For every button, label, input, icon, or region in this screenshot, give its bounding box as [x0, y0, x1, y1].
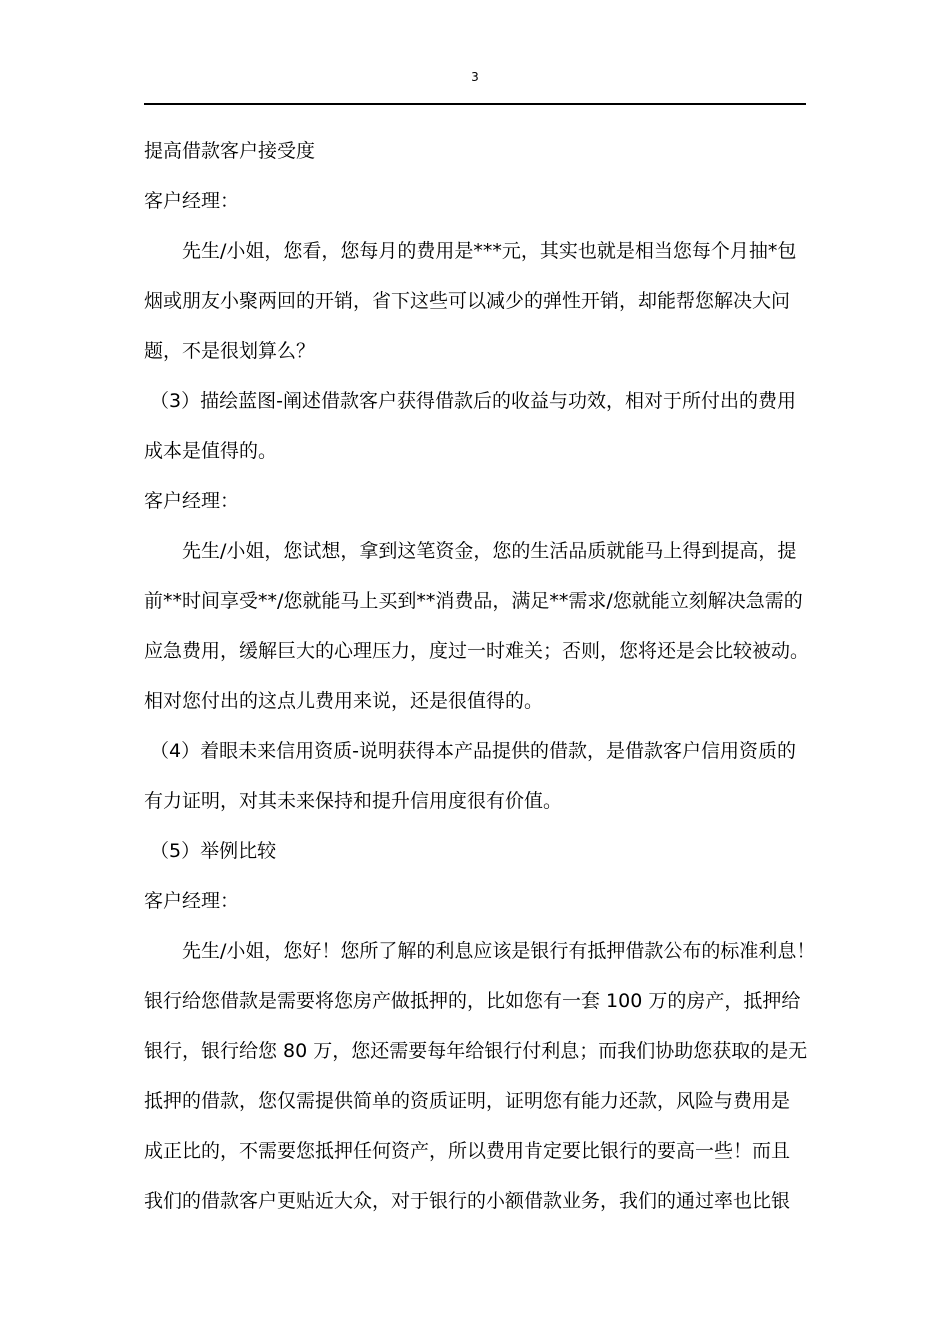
paragraph-line: 前**时间享受**/您就能马上买到**消费品，满足**需求/您就能立刻解决急需的: [144, 590, 803, 612]
numbered-item-3: （3）描绘蓝图-阐述借款客户获得借款后的收益与功效，相对于所付出的费用: [150, 390, 796, 412]
paragraph-line: 成正比的，不需要您抵押任何资产，所以费用肯定要比银行的要高一些！而且: [144, 1140, 791, 1162]
paragraph-line: 题，不是很划算么？: [144, 340, 316, 362]
paragraph-line: 应急费用，缓解巨大的心理压力，度过一时难关；否则，您将还是会比较被动。: [144, 640, 810, 662]
paragraph-line: 先生/小姐，您试想，拿到这笔资金，您的生活品质就能马上得到提高，提: [182, 540, 797, 562]
paragraph-line: 银行，银行给您 80 万，您还需要每年给银行付利息；而我们协助您获取的是无: [144, 1040, 808, 1062]
paragraph-line: 银行给您借款是需要将您房产做抵押的，比如您有一套 100 万的房产，抵押给: [144, 990, 801, 1012]
paragraph-line: 成本是值得的。: [144, 440, 278, 462]
section-heading: 提高借款客户接受度: [144, 140, 316, 162]
paragraph-line: 相对您付出的这点儿费用来说，还是很值得的。: [144, 690, 544, 712]
paragraph-line: 先生/小姐，您好！您所了解的利息应该是银行有抵押借款公布的标准利息！: [182, 940, 816, 962]
numbered-item-5: （5）举例比较: [150, 840, 277, 862]
paragraph-line: 抵押的借款，您仅需提供简单的资质证明，证明您有能力还款，风险与费用是: [144, 1090, 791, 1112]
page-number: 3: [471, 70, 479, 84]
paragraph-line: 先生/小姐，您看，您每月的费用是***元，其实也就是相当您每个月抽*包: [182, 240, 797, 262]
header-divider: [144, 103, 806, 105]
numbered-item-4: （4）着眼未来信用资质-说明获得本产品提供的借款，是借款客户信用资质的: [150, 740, 796, 762]
paragraph-line: 烟或朋友小聚两回的开销，省下这些可以减少的弹性开销，却能帮您解决大问: [144, 290, 791, 312]
speaker-label: 客户经理：: [144, 490, 240, 512]
paragraph-line: 我们的借款客户更贴近大众，对于银行的小额借款业务，我们的通过率也比银: [144, 1190, 791, 1212]
paragraph-line: 有力证明，对其未来保持和提升信用度很有价值。: [144, 790, 563, 812]
document-body: [144, 126, 824, 1226]
speaker-label: 客户经理：: [144, 890, 240, 912]
speaker-label: 客户经理：: [144, 190, 240, 212]
